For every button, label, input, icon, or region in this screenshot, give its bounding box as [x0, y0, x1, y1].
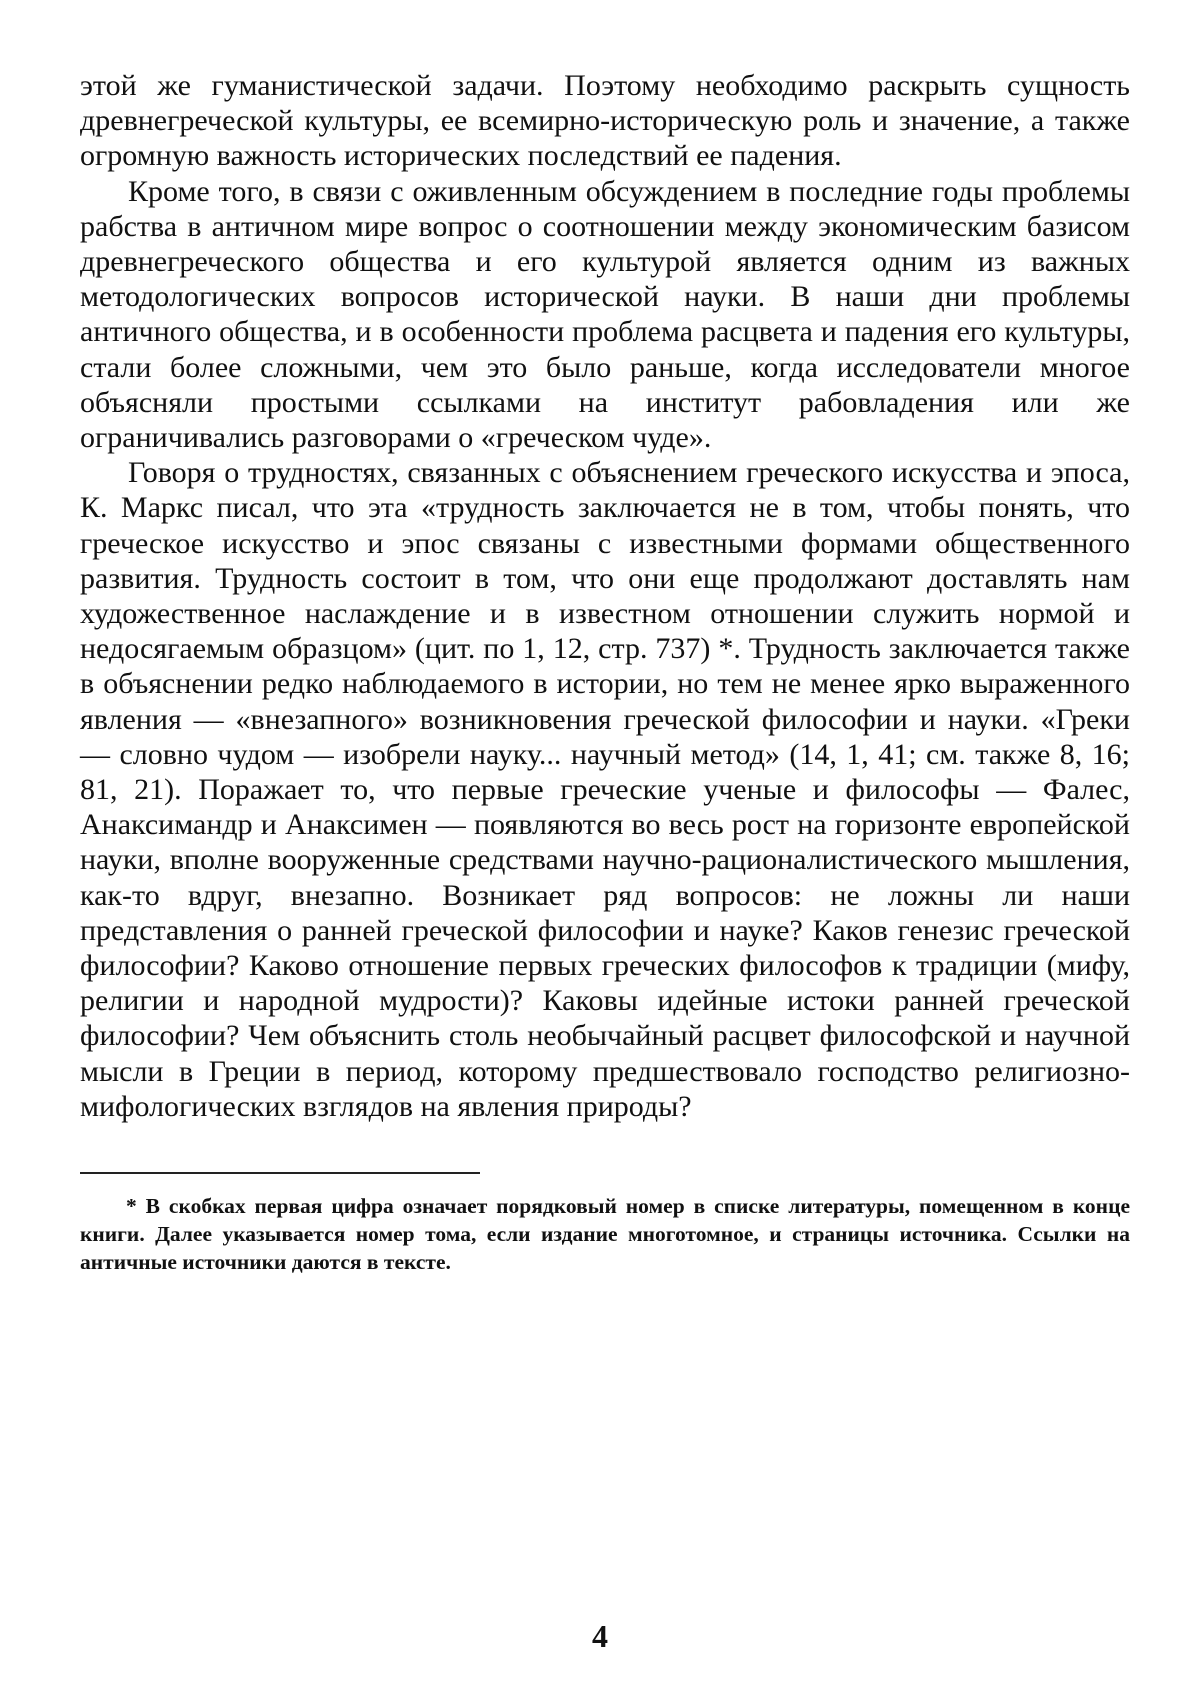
- page-number: 4: [592, 1618, 608, 1654]
- main-text: [80, 68, 1130, 1124]
- footnote-text: В скобках первая цифра означает порядковый номер в списке литературы, помещенном в конце книги. Далее указывается номер тома, если издание многотомное, и страницы источника. Ссылки на античные источники даются в тексте.: [80, 1194, 1131, 1275]
- page-content: [80, 68, 1130, 1276]
- paragraph-3: Говоря о трудностях, связанных с объяснением греческого искусства и эпоса, К. Маркс писал, что эта «трудность заключается не в том, чтобы понять, что греческое искусство и эпос связаны с известными формами общественного развития. Трудность состоит в том, что они еще продолжают доставлять нам художественное наслаждение и в известном отношении служить нормой и недосягаемым образцом» (цит. по 1, 12, стр. 737) *. Трудность заключается также в объяснении редко наблюдаемого в истории, но тем не менее ярко выраженного явления — «внезапного» возникновения греческой философии и науки. «Греки — словно чудом — изобрели науку... научный метод» (14, 1, 41; см. также 8, 16; 81, 21). Поражает то, что первые греческие ученые и философы — Фалес, Анаксимандр и Анаксимен — появляются во весь рост на горизонте европейской науки, вполне вооруженные средствами научно-рационалистического мышления, как-то вдруг, внезапно. Возникает ряд вопросов: не ложны ли наши представления о ранней греческой философии и науке? Каков генезис греческой философии? Каково отношение первых греческих философов к традиции (мифу, религии и народной мудрости)? Каковы идейные истоки ранней греческой философии? Чем объяснить столь необычайный расцвет философской и научной мысли в Греции в период, которому предшествовало господство религиозно-мифологических взглядов на явления природы?: [80, 456, 1130, 1123]
- footnote-divider: [80, 1172, 480, 1174]
- paragraph-2: Кроме того, в связи с оживленным обсуждением в последние годы проблемы рабства в античном мире вопрос о соотношении между экономическим базисом древнегреческого общества и его культурой является одним из важных методологических вопросов исторической науки. В наши дни проблемы античного общества, и в особенности проблема расцвета и падения его культуры, стали более сложными, чем это было раньше, когда исследователи многое объясняли простыми ссылками на институт рабовладения или же ограничивались разговорами о «греческом чуде».: [80, 174, 1130, 455]
- footnote: [80, 1192, 1130, 1276]
- paragraph-1: этой же гуманистической задачи. Поэтому необходимо раскрыть сущность древнегреческой культуры, ее всемирно-историческую роль и значение, а также огромную важность исторических последствий ее падения.: [80, 69, 1130, 173]
- footnote-marker: *: [126, 1194, 137, 1219]
